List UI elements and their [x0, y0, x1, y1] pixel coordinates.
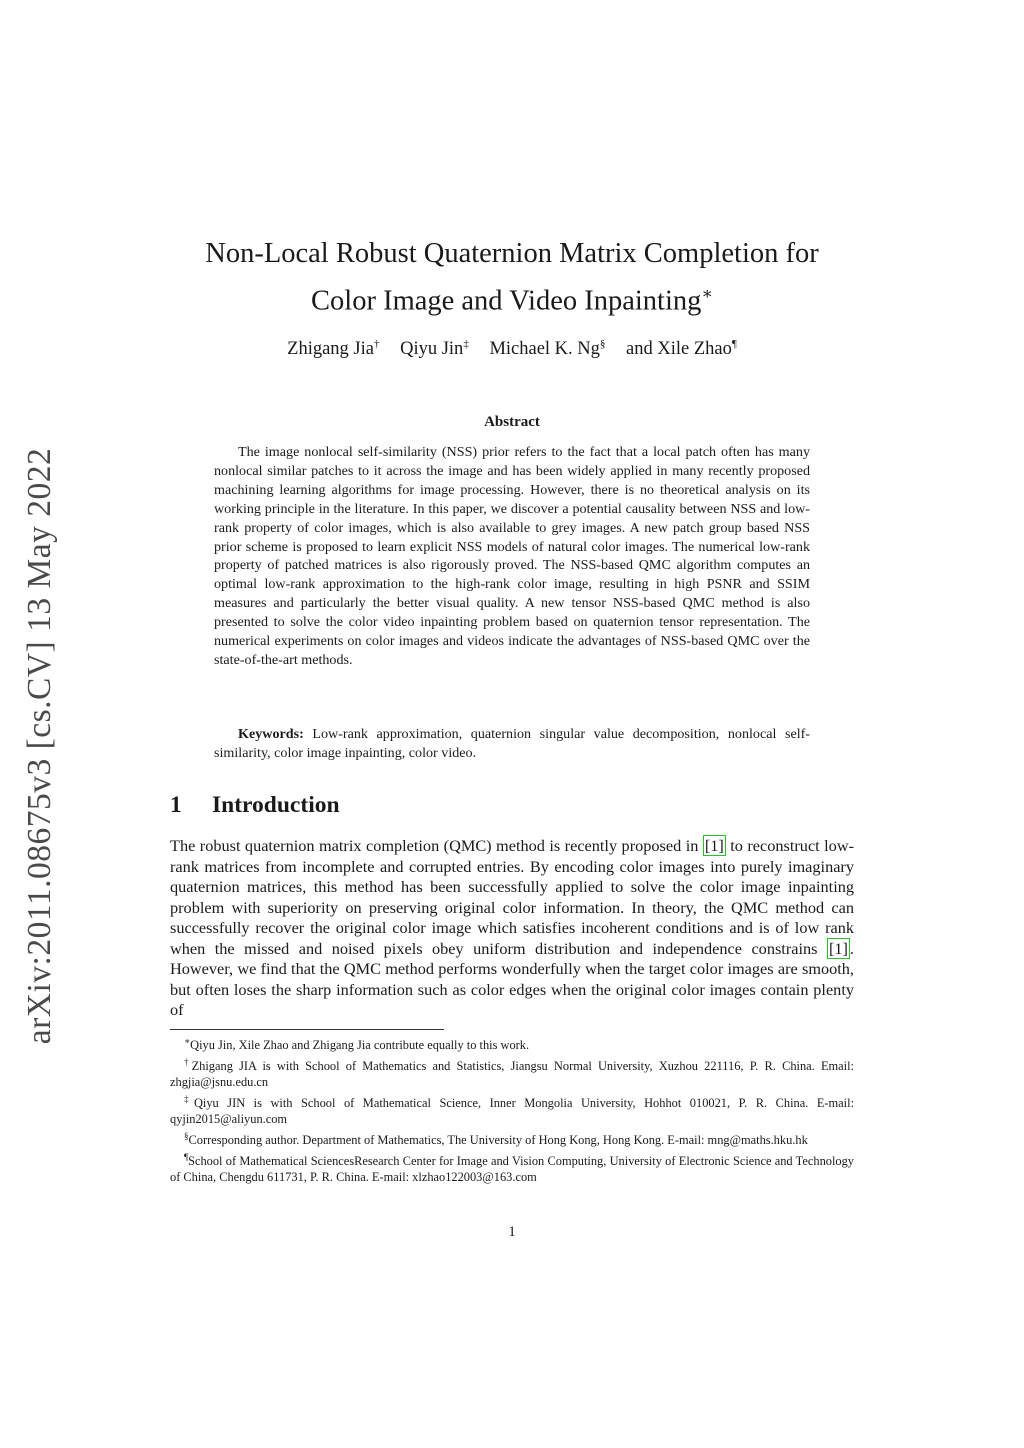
- author-footnote-mark[interactable]: ¶: [731, 338, 737, 350]
- footnote-mark: ‡: [184, 1093, 194, 1104]
- citation-link[interactable]: [1]: [704, 836, 724, 855]
- section-title: Introduction: [212, 792, 340, 818]
- page-number: 1: [508, 1224, 516, 1240]
- footnotes: [170, 1034, 854, 1187]
- footnote-mark: ¶: [184, 1151, 189, 1162]
- footnote-text: Corresponding author. Department of Mathematics, The University of Hong Kong, Hong Kong. E-mail: mng@maths.hku.hk: [188, 1133, 808, 1148]
- footnote-divider: [170, 1029, 444, 1030]
- arxiv-identifier-text: arXiv:2011.08675v3 [cs.CV] 13 May 2022: [21, 447, 58, 1045]
- footnote: [170, 1092, 854, 1128]
- author-footnote-mark[interactable]: §: [599, 338, 606, 350]
- footnote: [170, 1150, 854, 1186]
- intro-text-part-2: to reconstruct low-rank matrices from incomplete and corrupted entries. By encoding color images into purely imaginary quaternion matrices, this method has been successfully applied to solve the color image inpainting problem with superiority on preserving original color information. In theory, the QMC method can successfully recover the original color image which satisfies incoherent conditions and is of low rank when the missed and noised pixels obey uniform distribution and independence constrains: [170, 836, 854, 958]
- author-3: [489, 339, 605, 359]
- footnote-text: Qiyu JIN is with School of Mathematical Science, Inner Mongolia University, Hohhot 010021, P. R. China. E-mail: qyjin2015@aliyun.com: [170, 1096, 855, 1126]
- intro-text-part-1: The robust quaternion matrix completion (QMC) method is recently proposed in: [170, 836, 703, 855]
- intro-text-part-3: . However, we find that the QMC method performs wonderfully when the target color images are smooth, but often loses the sharp information such as color edges when the original color images contain plenty of: [170, 938, 854, 1019]
- author-list: [170, 332, 854, 361]
- footnote: [170, 1055, 854, 1091]
- section-heading-introduction: [170, 792, 854, 819]
- title-footnote-mark[interactable]: ∗: [701, 284, 713, 303]
- abstract-text: The image nonlocal self-similarity (NSS) prior refers to the fact that a local patch often has many nonlocal similar patches to it across the image and has been widely applied in many recently proposed machining learning algorithms for image processing. However, there is no theoretical analysis on its working principle in the literature. In this paper, we discover a potential causality between NSS and low-rank property of color images, which is also available to grey images. A new patch group based NSS prior scheme is proposed to learn explicit NSS models of natural color images. The numerical low-rank property of patched matrices is also rigorously proved. The NSS-based QMC algorithm computes an optimal low-rank approximation to the high-rank color image, resulting in high PSNR and SSIM measures and particularly the better visual quality. A new tensor NSS-based QMC method is also presented to solve the color video inpainting problem based on quaternion tensor representation. The numerical experiments on color images and videos indicate the advantages of NSS-based QMC over the state-of-the-art methods.: [214, 444, 810, 668]
- footnote: [170, 1034, 854, 1054]
- section-number: 1: [170, 792, 182, 818]
- arxiv-identifier-stamp: [8, 436, 72, 1056]
- author-2: [400, 339, 469, 359]
- keywords-paragraph: [214, 725, 810, 763]
- citation-link[interactable]: [1]: [828, 938, 848, 958]
- author-4: [626, 339, 737, 359]
- paper-title: [170, 234, 854, 322]
- author-1: [287, 339, 379, 359]
- author-name: Qiyu Jin: [400, 339, 464, 360]
- footnote-text: Zhigang JIA is with School of Mathematics and Statistics, Jiangsu Normal University, Xuzhou 221116, P. R. China. Email: zhgjia@jsnu.edu.cn: [170, 1059, 854, 1090]
- footnote-mark: §: [184, 1130, 189, 1141]
- title-line-1: Non-Local Robust Quaternion Matrix Completion for: [205, 238, 819, 269]
- footnote: [170, 1129, 854, 1149]
- author-name: Michael K. Ng: [489, 339, 600, 360]
- author-footnote-mark[interactable]: ‡: [463, 338, 469, 350]
- author-name: and Xile Zhao: [626, 339, 732, 360]
- footnote-text: Qiyu Jin, Xile Zhao and Zhigang Jia contribute equally to this work.: [190, 1038, 530, 1053]
- author-name: Zhigang Jia: [287, 339, 374, 360]
- introduction-paragraph: [170, 836, 854, 1021]
- keywords-text: Low-rank approximation, quaternion singular value decomposition, nonlocal self-similarity, color image inpainting, color video.: [214, 726, 811, 761]
- footnote-mark: †: [184, 1057, 192, 1068]
- footnote-mark: ∗: [184, 1036, 191, 1046]
- author-footnote-mark[interactable]: †: [373, 338, 380, 350]
- abstract-heading: Abstract: [484, 414, 540, 430]
- footnote-text: School of Mathematical SciencesResearch Center for Image and Vision Computing, University of Electronic Science and Technology of China, Chengdu 611731, P. R. China. E-mail: xlzhao122003@163.com: [170, 1154, 854, 1184]
- title-line-2: Color Image and Video Inpainting: [311, 285, 702, 317]
- keywords-label: Keywords:: [238, 726, 304, 742]
